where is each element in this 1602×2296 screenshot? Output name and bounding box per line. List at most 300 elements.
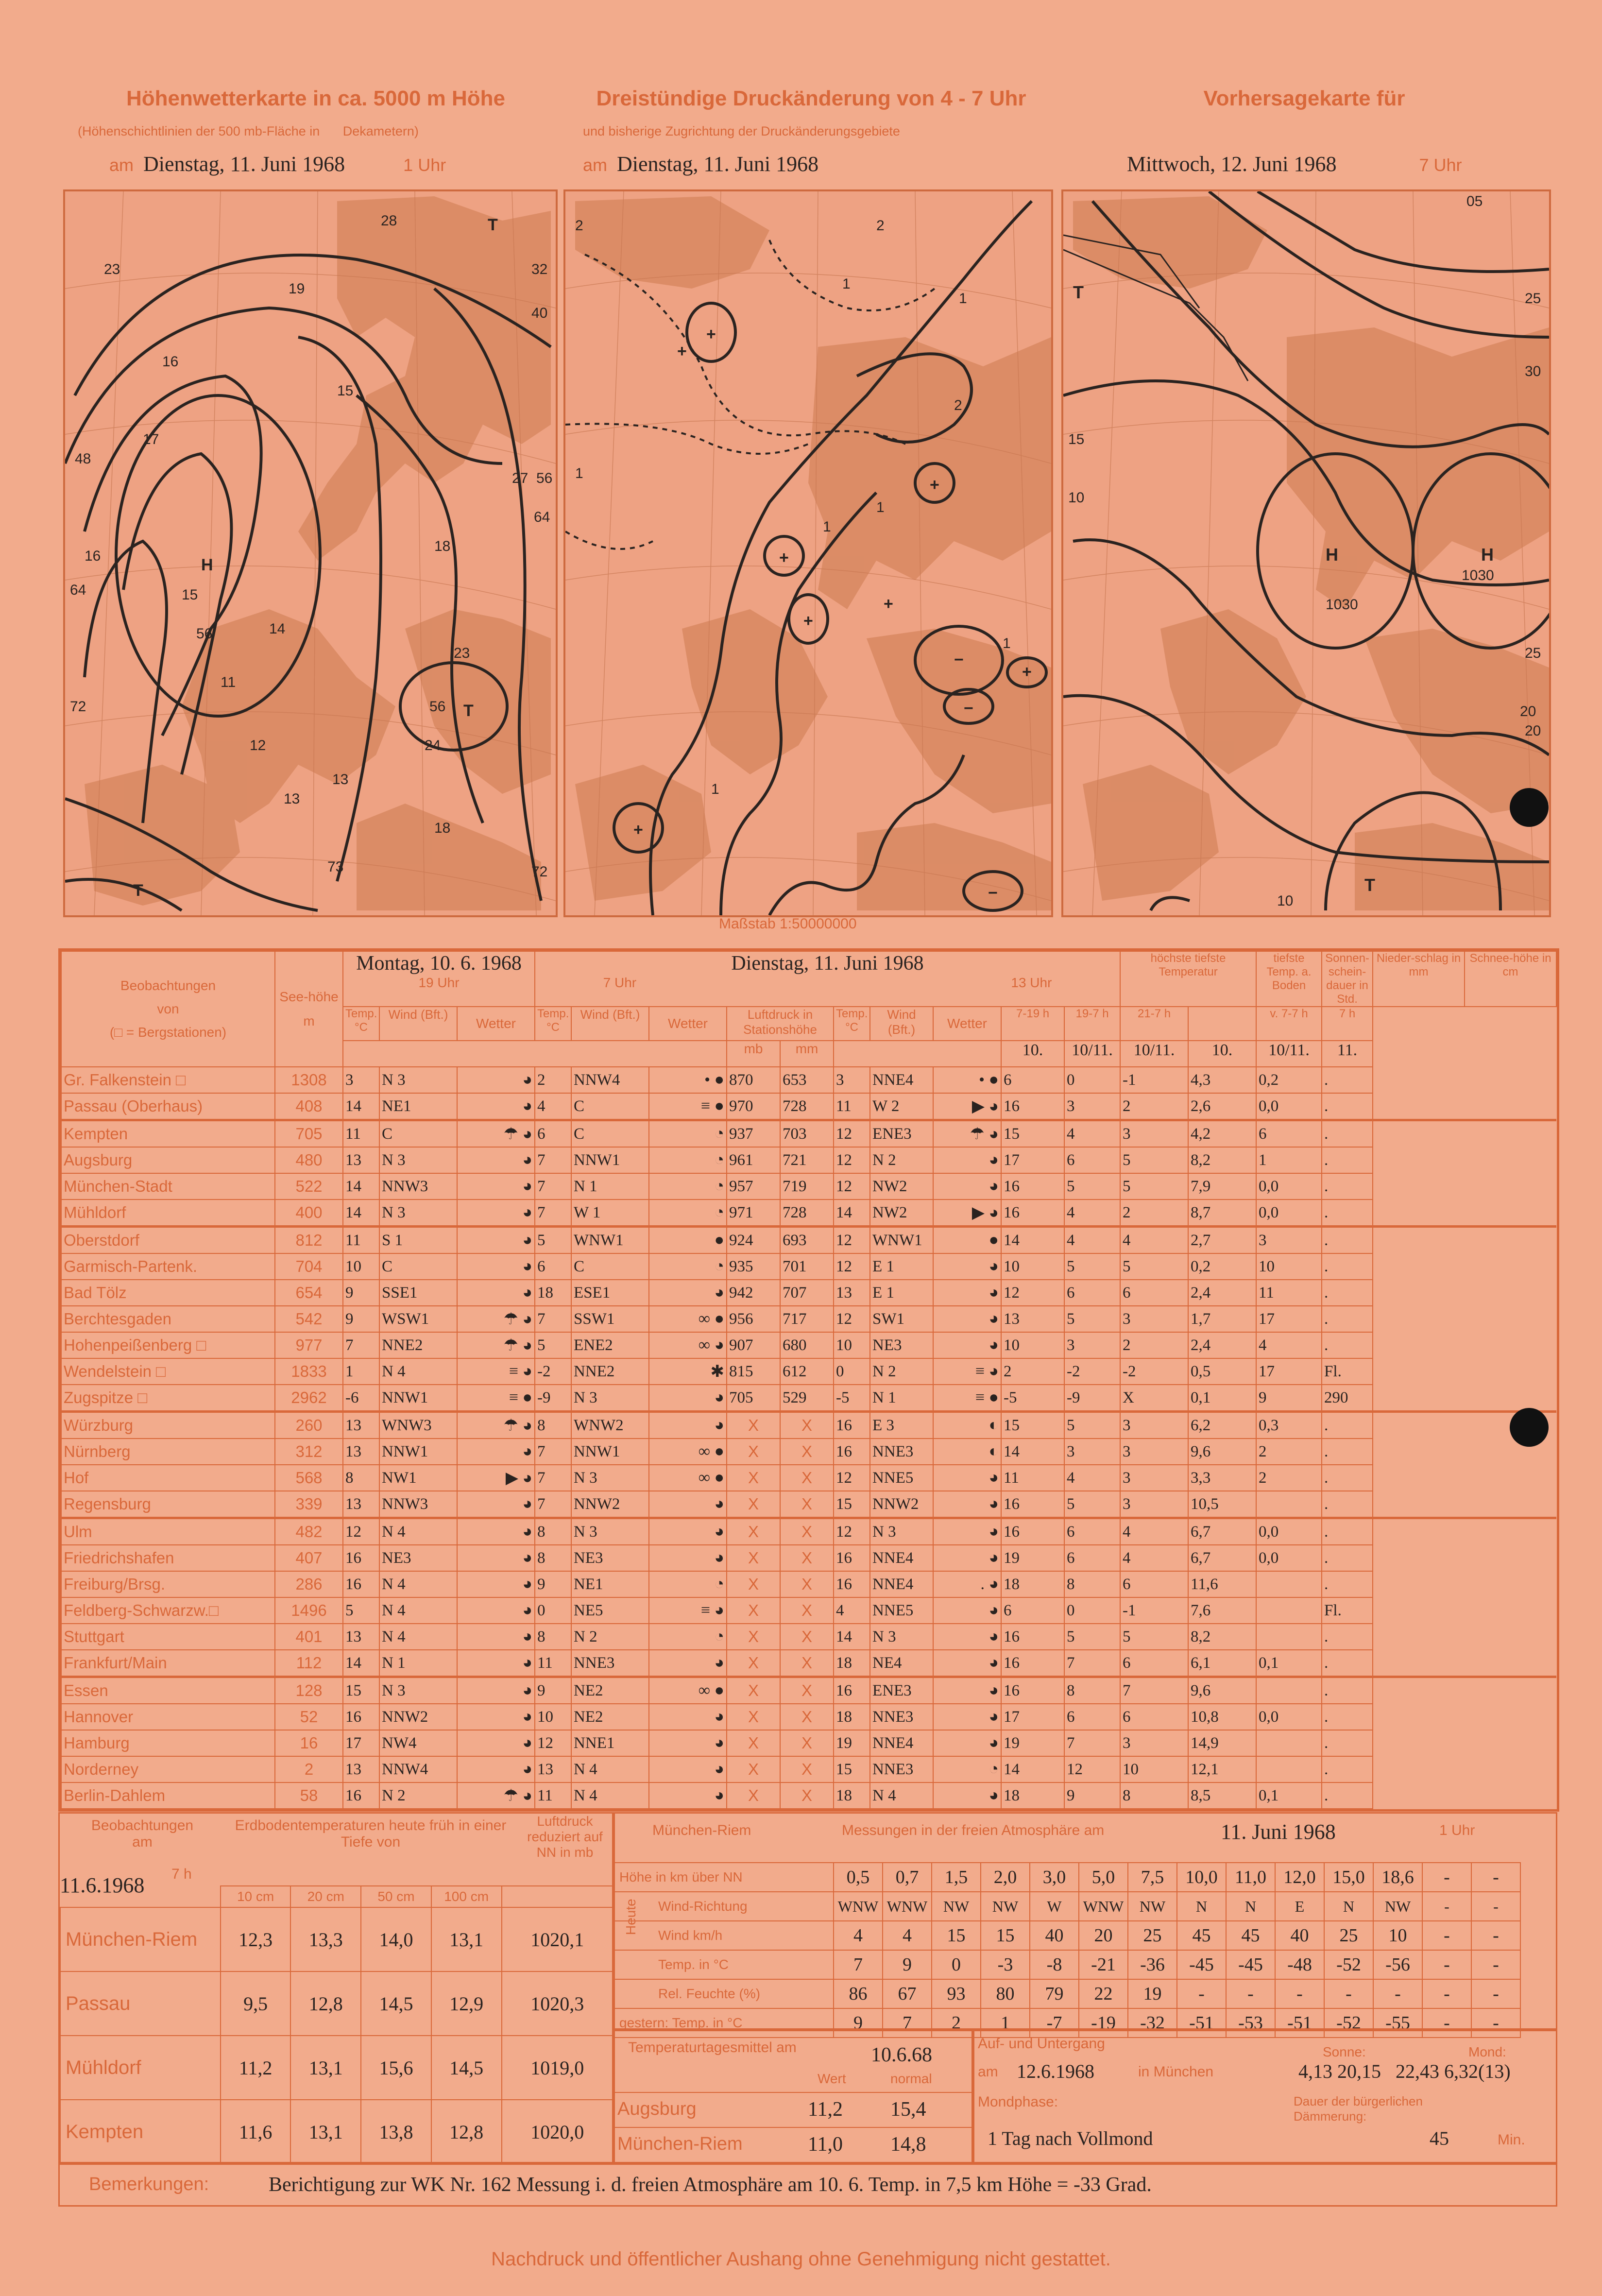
upper-value: - (1471, 1921, 1520, 1950)
cell-p2: 529 (780, 1385, 834, 1412)
title-hoehenwetterkarte: Höhenwetterkarte in ca. 5000 m Höhe (126, 86, 506, 110)
cell-w2: NNE2 (571, 1358, 649, 1385)
cell-sc: . (1322, 1093, 1373, 1120)
cell-so: 10,5 (1188, 1491, 1256, 1518)
tmean-date: 10.6.68 (871, 2044, 932, 2066)
map1-lbl-12: 56 (196, 626, 213, 642)
cell-mn: 5 (1064, 1624, 1120, 1650)
cell-mn: 9 (1064, 1782, 1120, 1809)
cell-mx: 10 (1001, 1332, 1064, 1358)
cell-w2: NNW2 (571, 1491, 649, 1518)
svg-text:+: + (706, 325, 716, 343)
svg-text:T: T (1364, 875, 1375, 895)
cell-so: 3,3 (1188, 1465, 1256, 1491)
cell-x3: ☂ ◕ (933, 1120, 1001, 1148)
cell-w2: NNE3 (571, 1650, 649, 1677)
cell-w1: NE1 (379, 1093, 457, 1120)
cell-x3: ◕ (933, 1650, 1001, 1677)
upper-value: N (1226, 1892, 1275, 1921)
cell-ni: 0,0 (1256, 1518, 1322, 1545)
cell-t2: 7 (535, 1199, 571, 1227)
tmean-row (614, 2092, 973, 2127)
cell-mx: 18 (1001, 1571, 1064, 1597)
cell-t3: -5 (834, 1385, 870, 1412)
cell-w2: SSW1 (571, 1306, 649, 1332)
cell-tb: 8 (1120, 1782, 1188, 1809)
cell-x3: ≡ ● (933, 1385, 1001, 1412)
soil-value: 13,1 (290, 2036, 361, 2100)
svg-text:H: H (1326, 545, 1338, 565)
cell-t1: 14 (343, 1199, 379, 1227)
upper-value: -21 (1079, 1950, 1128, 1979)
cell-x1: ◕ (457, 1491, 535, 1518)
cell-w2: C (571, 1253, 649, 1280)
cell-ni: 17 (1256, 1306, 1322, 1332)
cell-x2: ∞ ● (649, 1677, 727, 1704)
cell-p1: 924 (727, 1227, 780, 1254)
subtitle-hoehenschicht-text: (Höhenschichtlinien der 500 mb-Fläche in (78, 124, 320, 138)
cell-t3: 12 (834, 1173, 870, 1199)
upper-value: 15 (981, 1921, 1030, 1950)
cell-p1: X (727, 1518, 780, 1545)
map1-lbl-23: 56 (536, 470, 553, 486)
cell-w2: N 4 (571, 1756, 649, 1782)
hdr-sonne: Sonnen-schein-dauer in Std. (1322, 951, 1373, 1007)
cell-tb: 5 (1120, 1624, 1188, 1650)
cell-so: 4,3 (1188, 1067, 1256, 1093)
cell-ni: 17 (1256, 1358, 1322, 1385)
cell-so: 9,6 (1188, 1677, 1256, 1704)
cell-w2: NE1 (571, 1571, 649, 1597)
svg-text:1: 1 (711, 781, 719, 797)
cell-mn: 8 (1064, 1571, 1120, 1597)
cell-p2: 612 (780, 1358, 834, 1385)
cell-tb: -1 (1120, 1597, 1188, 1624)
svg-text:−: − (964, 699, 973, 718)
cell-mx: 13 (1001, 1306, 1064, 1332)
cell-x2: • ● (649, 1067, 727, 1093)
cell-w1: N 4 (379, 1358, 457, 1385)
observations-table (58, 948, 1559, 1812)
cell-so: 6,7 (1188, 1518, 1256, 1545)
station-name: Regensburg (61, 1491, 275, 1518)
cell-ni: 0,0 (1256, 1704, 1322, 1730)
cell-t2: 8 (535, 1624, 571, 1650)
cell-t2: 9 (535, 1571, 571, 1597)
cell-t3: 16 (834, 1677, 870, 1704)
map3-lbl-1: 25 (1525, 291, 1541, 307)
cell-ni: 0,3 (1256, 1412, 1322, 1439)
cell-w3: NNE3 (870, 1704, 933, 1730)
hdr-d11: 11. (1322, 1041, 1373, 1067)
cell-mx: 12 (1001, 1280, 1064, 1306)
station-name: Wendelstein □ (61, 1358, 275, 1385)
cell-p1: X (727, 1756, 780, 1782)
station-name: Ulm (61, 1518, 275, 1545)
date-line-3 (1127, 152, 1462, 176)
upper-value: 15,0 (1324, 1863, 1373, 1892)
map1-lbl-24: 64 (534, 509, 550, 525)
tmean-station: München-Riem (617, 2134, 743, 2154)
cell-t3: 16 (834, 1412, 870, 1439)
cell-sc: . (1322, 1650, 1373, 1677)
cell-h: 312 (275, 1439, 343, 1465)
cell-p2: 693 (780, 1227, 834, 1254)
remarks-label: Bemerkungen: (89, 2174, 209, 2194)
cell-t3: 4 (834, 1597, 870, 1624)
cell-t2: 2 (535, 1067, 571, 1093)
punch-hole-2 (1510, 1408, 1549, 1447)
cell-w1: NNW3 (379, 1491, 457, 1518)
cell-sc: . (1322, 1332, 1373, 1358)
cell-t1: 13 (343, 1439, 379, 1465)
cell-w3: N 2 (870, 1358, 933, 1385)
cell-tb: 2 (1120, 1332, 1188, 1358)
cell-so: 2,7 (1188, 1227, 1256, 1254)
station-name: Oberstdorf (61, 1227, 275, 1254)
daemmer-label: Dauer der bürgerlichen Dämmerung: (1294, 2094, 1423, 2124)
cell-x3: ◐ (933, 1412, 1001, 1439)
upper-value: -36 (1128, 1950, 1177, 1979)
upper-value: -53 (1226, 2008, 1275, 2038)
cell-w3: W 2 (870, 1093, 933, 1120)
daemmer-min: Min. (1498, 2132, 1525, 2148)
cell-p1: 907 (727, 1332, 780, 1358)
cell-x1: ◕ (457, 1704, 535, 1730)
upper-value: - (1275, 1979, 1324, 2008)
cell-w3: NNE4 (870, 1545, 933, 1571)
soil-station: Passau (60, 1971, 221, 2036)
cell-ni: 11 (1256, 1280, 1322, 1306)
map3-lbl-0: 05 (1466, 193, 1483, 209)
cell-tb: 3 (1120, 1439, 1188, 1465)
cell-w3: N 3 (870, 1624, 933, 1650)
upper-value: 93 (932, 1979, 981, 2008)
soil-value: 14,5 (361, 1971, 431, 2036)
upper-row (614, 1863, 1520, 1892)
map1-lbl-3: 40 (531, 305, 548, 321)
am-label-2: am (583, 155, 608, 175)
cell-t2: 12 (535, 1730, 571, 1756)
cell-mn: 4 (1064, 1120, 1120, 1148)
cell-x2: ◕ (649, 1730, 727, 1756)
cell-t3: 12 (834, 1253, 870, 1280)
hdr-hoechste (1120, 951, 1256, 1007)
table-row (61, 1147, 1556, 1173)
cell-so: 8,7 (1188, 1199, 1256, 1227)
table-row (61, 1306, 1556, 1332)
cell-h: 128 (275, 1677, 343, 1704)
subtitle-hoehenschicht (78, 124, 419, 139)
map1-lbl-13: 14 (269, 621, 286, 637)
cell-p2: X (780, 1756, 834, 1782)
cell-x2: ◕ (649, 1412, 727, 1439)
cell-tb: 3 (1120, 1306, 1188, 1332)
cell-w3: NNE4 (870, 1730, 933, 1756)
cell-x1: ◕ (457, 1624, 535, 1650)
sun-am: am (978, 2064, 998, 2080)
cell-t3: 10 (834, 1332, 870, 1358)
map1-lbl-7: 17 (143, 431, 159, 447)
cell-w1: NNW3 (379, 1173, 457, 1199)
upper-value: -8 (1030, 1950, 1079, 1979)
cell-ni: 2 (1256, 1465, 1322, 1491)
upper-value: 25 (1128, 1921, 1177, 1950)
cell-so: 2,6 (1188, 1093, 1256, 1120)
upper-value: 3,0 (1030, 1863, 1079, 1892)
cell-t2: 10 (535, 1704, 571, 1730)
cell-x2: ✱ (649, 1358, 727, 1385)
cell-t2: 7 (535, 1439, 571, 1465)
hdr-schnee: Schnee-höhe in cm (1465, 951, 1556, 1007)
cell-x1: ☂ ◕ (457, 1120, 535, 1148)
cell-x2: ∞ ● (649, 1439, 727, 1465)
cell-x2: ∞ ● (649, 1465, 727, 1491)
map-vorhersagekarte (1061, 189, 1551, 917)
cell-t1: 15 (343, 1677, 379, 1704)
cell-t2: 7 (535, 1306, 571, 1332)
cell-w2: WNW1 (571, 1227, 649, 1254)
sun-date: 12.6.1968 (1017, 2060, 1094, 2082)
cell-sc: . (1322, 1677, 1373, 1704)
cell-tb: 4 (1120, 1518, 1188, 1545)
upper-value: 11,0 (1226, 1863, 1275, 1892)
hdr-m: m (303, 1013, 315, 1028)
cell-t3: 18 (834, 1782, 870, 1809)
upper-value: 19 (1128, 1979, 1177, 2008)
date-1: Dienstag, 11. Juni 1968 (143, 152, 345, 176)
upper-row-label: Temp. in °C (614, 1950, 834, 1979)
cell-w3: NNE4 (870, 1571, 933, 1597)
hdr-temp-3: Temp. °C (834, 1007, 870, 1041)
soil-row (60, 1971, 613, 2036)
subtitle-dekameter-text: Dekametern) (342, 124, 419, 138)
svg-text:1: 1 (842, 276, 851, 292)
cell-x1: ≡ ● (457, 1385, 535, 1412)
soil-pressure: 1020,0 (502, 2100, 613, 2164)
upper-value: 7,5 (1128, 1863, 1177, 1892)
hdr-d10: 10. (1001, 1041, 1064, 1067)
tmean-normal-value: 15,4 (890, 2098, 926, 2121)
cell-sc: . (1322, 1227, 1373, 1254)
cell-w2: NE2 (571, 1677, 649, 1704)
cell-p2: 701 (780, 1253, 834, 1280)
cell-p1: 935 (727, 1253, 780, 1280)
cell-x2: ◔ (649, 1253, 727, 1280)
hdr-d1011: 10/11. (1064, 1041, 1120, 1067)
cell-t1: 14 (343, 1093, 379, 1120)
upper-value: - (1471, 1950, 1520, 1979)
table-row (61, 1332, 1556, 1358)
map3-lbl-3: 20 (1525, 723, 1541, 739)
upper-value: 9 (883, 1950, 932, 1979)
cell-x1: ◕ (457, 1677, 535, 1704)
am-label-1: am (109, 155, 134, 175)
cell-tb: 3 (1120, 1412, 1188, 1439)
station-name: Berlin-Dahlem (61, 1782, 275, 1809)
cell-ni (1256, 1677, 1322, 1704)
cell-p2: 728 (780, 1199, 834, 1227)
cell-mn: 12 (1064, 1756, 1120, 1782)
table-row (61, 1624, 1556, 1650)
cell-w3: N 2 (870, 1147, 933, 1173)
map1-lbl-25: 18 (434, 538, 451, 554)
phase-value: 1 Tag nach Vollmond (988, 2127, 1153, 2149)
cell-sc: Fl. (1322, 1358, 1373, 1385)
cell-w1: N 4 (379, 1571, 457, 1597)
cell-t1: 12 (343, 1518, 379, 1545)
upper-value: 18,6 (1373, 1863, 1422, 1892)
cell-x3: ◕ (933, 1518, 1001, 1545)
upper-value: NW (1373, 1892, 1422, 1921)
cell-ni (1256, 1571, 1322, 1597)
cell-t1: 16 (343, 1545, 379, 1571)
tmean-wert: Wert (818, 2071, 846, 2086)
hdr-trange: 19-7 h (1064, 1007, 1120, 1041)
table-row (61, 1412, 1556, 1439)
station-name: Feldberg-Schwarzw.□ (61, 1597, 275, 1624)
cell-w3: NE3 (870, 1332, 933, 1358)
obs-body (61, 1067, 1556, 1809)
cell-mn: 4 (1064, 1199, 1120, 1227)
cell-so: 8,5 (1188, 1782, 1256, 1809)
cell-t3: 16 (834, 1439, 870, 1465)
cell-p1: 961 (727, 1147, 780, 1173)
cell-p2: X (780, 1545, 834, 1571)
cell-mn: 7 (1064, 1730, 1120, 1756)
upper-value: W (1030, 1892, 1079, 1921)
cell-t2: 11 (535, 1782, 571, 1809)
hdr-mm: mm (780, 1041, 834, 1067)
cell-x1: ▶ ◕ (457, 1465, 535, 1491)
cell-sc: . (1322, 1120, 1373, 1148)
cell-tb: 5 (1120, 1173, 1188, 1199)
hdr-legend: (□ = Bergstationen) (109, 1025, 227, 1040)
map3-lbl-6: 1030 (1326, 597, 1358, 613)
cell-w2: C (571, 1120, 649, 1148)
station-name: Bad Tölz (61, 1280, 275, 1306)
cell-tb: 6 (1120, 1280, 1188, 1306)
cell-w3: NW2 (870, 1173, 933, 1199)
soil-title: Erdbodentemperaturen heute früh in einer Tiefe von (235, 1817, 507, 1850)
cell-x1: ◕ (457, 1518, 535, 1545)
upper-value: -45 (1177, 1950, 1226, 1979)
map1-lbl-5: 16 (162, 354, 179, 370)
cell-w2: W 1 (571, 1199, 649, 1227)
svg-text:2: 2 (876, 218, 885, 234)
upper-value: 25 (1324, 1921, 1373, 1950)
cell-x1: ◕ (457, 1199, 535, 1227)
upper-station: München-Riem (652, 1822, 751, 1838)
station-name: Kempten (61, 1120, 275, 1148)
cell-mn: 5 (1064, 1173, 1120, 1199)
upper-value: 67 (883, 1979, 932, 2008)
upper-row-label: Wind km/h (614, 1921, 834, 1950)
soil-date: 11.6.1968 (60, 1873, 145, 1897)
tmean-normal: normal (890, 2071, 932, 2086)
cell-p2: X (780, 1465, 834, 1491)
hdr-wetter-1: Wetter (457, 1007, 535, 1041)
cell-so: 1,7 (1188, 1306, 1256, 1332)
upper-value: WNW (883, 1892, 932, 1921)
cell-mn: 6 (1064, 1704, 1120, 1730)
cell-h: 58 (275, 1782, 343, 1809)
table-row (61, 1491, 1556, 1518)
cell-w2: WNW2 (571, 1412, 649, 1439)
upper-value: 10 (1373, 1921, 1422, 1950)
cell-h: 705 (275, 1120, 343, 1148)
cell-mx: 16 (1001, 1650, 1064, 1677)
map-hoehenwetterkarte (63, 189, 558, 917)
upper-row (614, 1921, 1520, 1950)
upper-value: WNW (834, 1892, 883, 1921)
map1-lbl-10: 64 (70, 582, 86, 598)
soil-row (60, 2100, 613, 2164)
upper-value: 20 (1079, 1921, 1128, 1950)
hdr-wetter-3: Wetter (933, 1007, 1001, 1041)
cell-t2: 5 (535, 1227, 571, 1254)
cell-mx: 10 (1001, 1253, 1064, 1280)
hdr-stations (61, 951, 275, 1067)
cell-w3: N 3 (870, 1518, 933, 1545)
cell-mn: 5 (1064, 1253, 1120, 1280)
cell-h: 2 (275, 1756, 343, 1782)
table-row (61, 1385, 1556, 1412)
soil-pressure: 1020,3 (502, 1971, 613, 2036)
cell-mx: 16 (1001, 1491, 1064, 1518)
sun-title: Auf- und Untergang (978, 2036, 1105, 2052)
cell-tb: -2 (1120, 1358, 1188, 1385)
cell-t2: 7 (535, 1491, 571, 1518)
cell-p1: 970 (727, 1093, 780, 1120)
table-row (61, 1650, 1556, 1677)
footer-notice: Nachdruck und öffentlicher Aushang ohne Genehmigung nicht gestattet. (491, 2248, 1111, 2270)
cell-sc: 290 (1322, 1385, 1373, 1412)
cell-w2: NNW1 (571, 1439, 649, 1465)
cell-x1: ☂ ◕ (457, 1782, 535, 1809)
cell-so: 2,4 (1188, 1280, 1256, 1306)
hdr-blank-b (834, 1041, 1001, 1067)
table-row (61, 1571, 1556, 1597)
cell-w1: NE3 (379, 1545, 457, 1571)
table-row (61, 1465, 1556, 1491)
cell-w3: ENE3 (870, 1120, 933, 1148)
cell-w1: N 3 (379, 1147, 457, 1173)
soil-row (60, 2036, 613, 2100)
upper-air-block (612, 1812, 1557, 2031)
cell-h: 339 (275, 1491, 343, 1518)
cell-sc: . (1322, 1518, 1373, 1545)
upper-date: 11. Juni 1968 (1221, 1820, 1336, 1844)
cell-p2: 719 (780, 1173, 834, 1199)
cell-mx: 14 (1001, 1756, 1064, 1782)
cell-mn: 5 (1064, 1491, 1120, 1518)
cell-w2: NE3 (571, 1545, 649, 1571)
cell-mx: 6 (1001, 1067, 1064, 1093)
cell-mx: 16 (1001, 1518, 1064, 1545)
cell-t2: 4 (535, 1093, 571, 1120)
cell-p2: X (780, 1518, 834, 1545)
cell-x2: ◔ (649, 1120, 727, 1148)
map1-lbl-4: 19 (289, 281, 305, 297)
cell-t2: 6 (535, 1253, 571, 1280)
cell-mx: 15 (1001, 1120, 1064, 1148)
cell-w1: NNW2 (379, 1704, 457, 1730)
cell-t2: 18 (535, 1280, 571, 1306)
tmean-title: Temperaturtagesmittel am (628, 2039, 797, 2056)
table-row (61, 1439, 1556, 1465)
cell-ni: 0,1 (1256, 1782, 1322, 1809)
